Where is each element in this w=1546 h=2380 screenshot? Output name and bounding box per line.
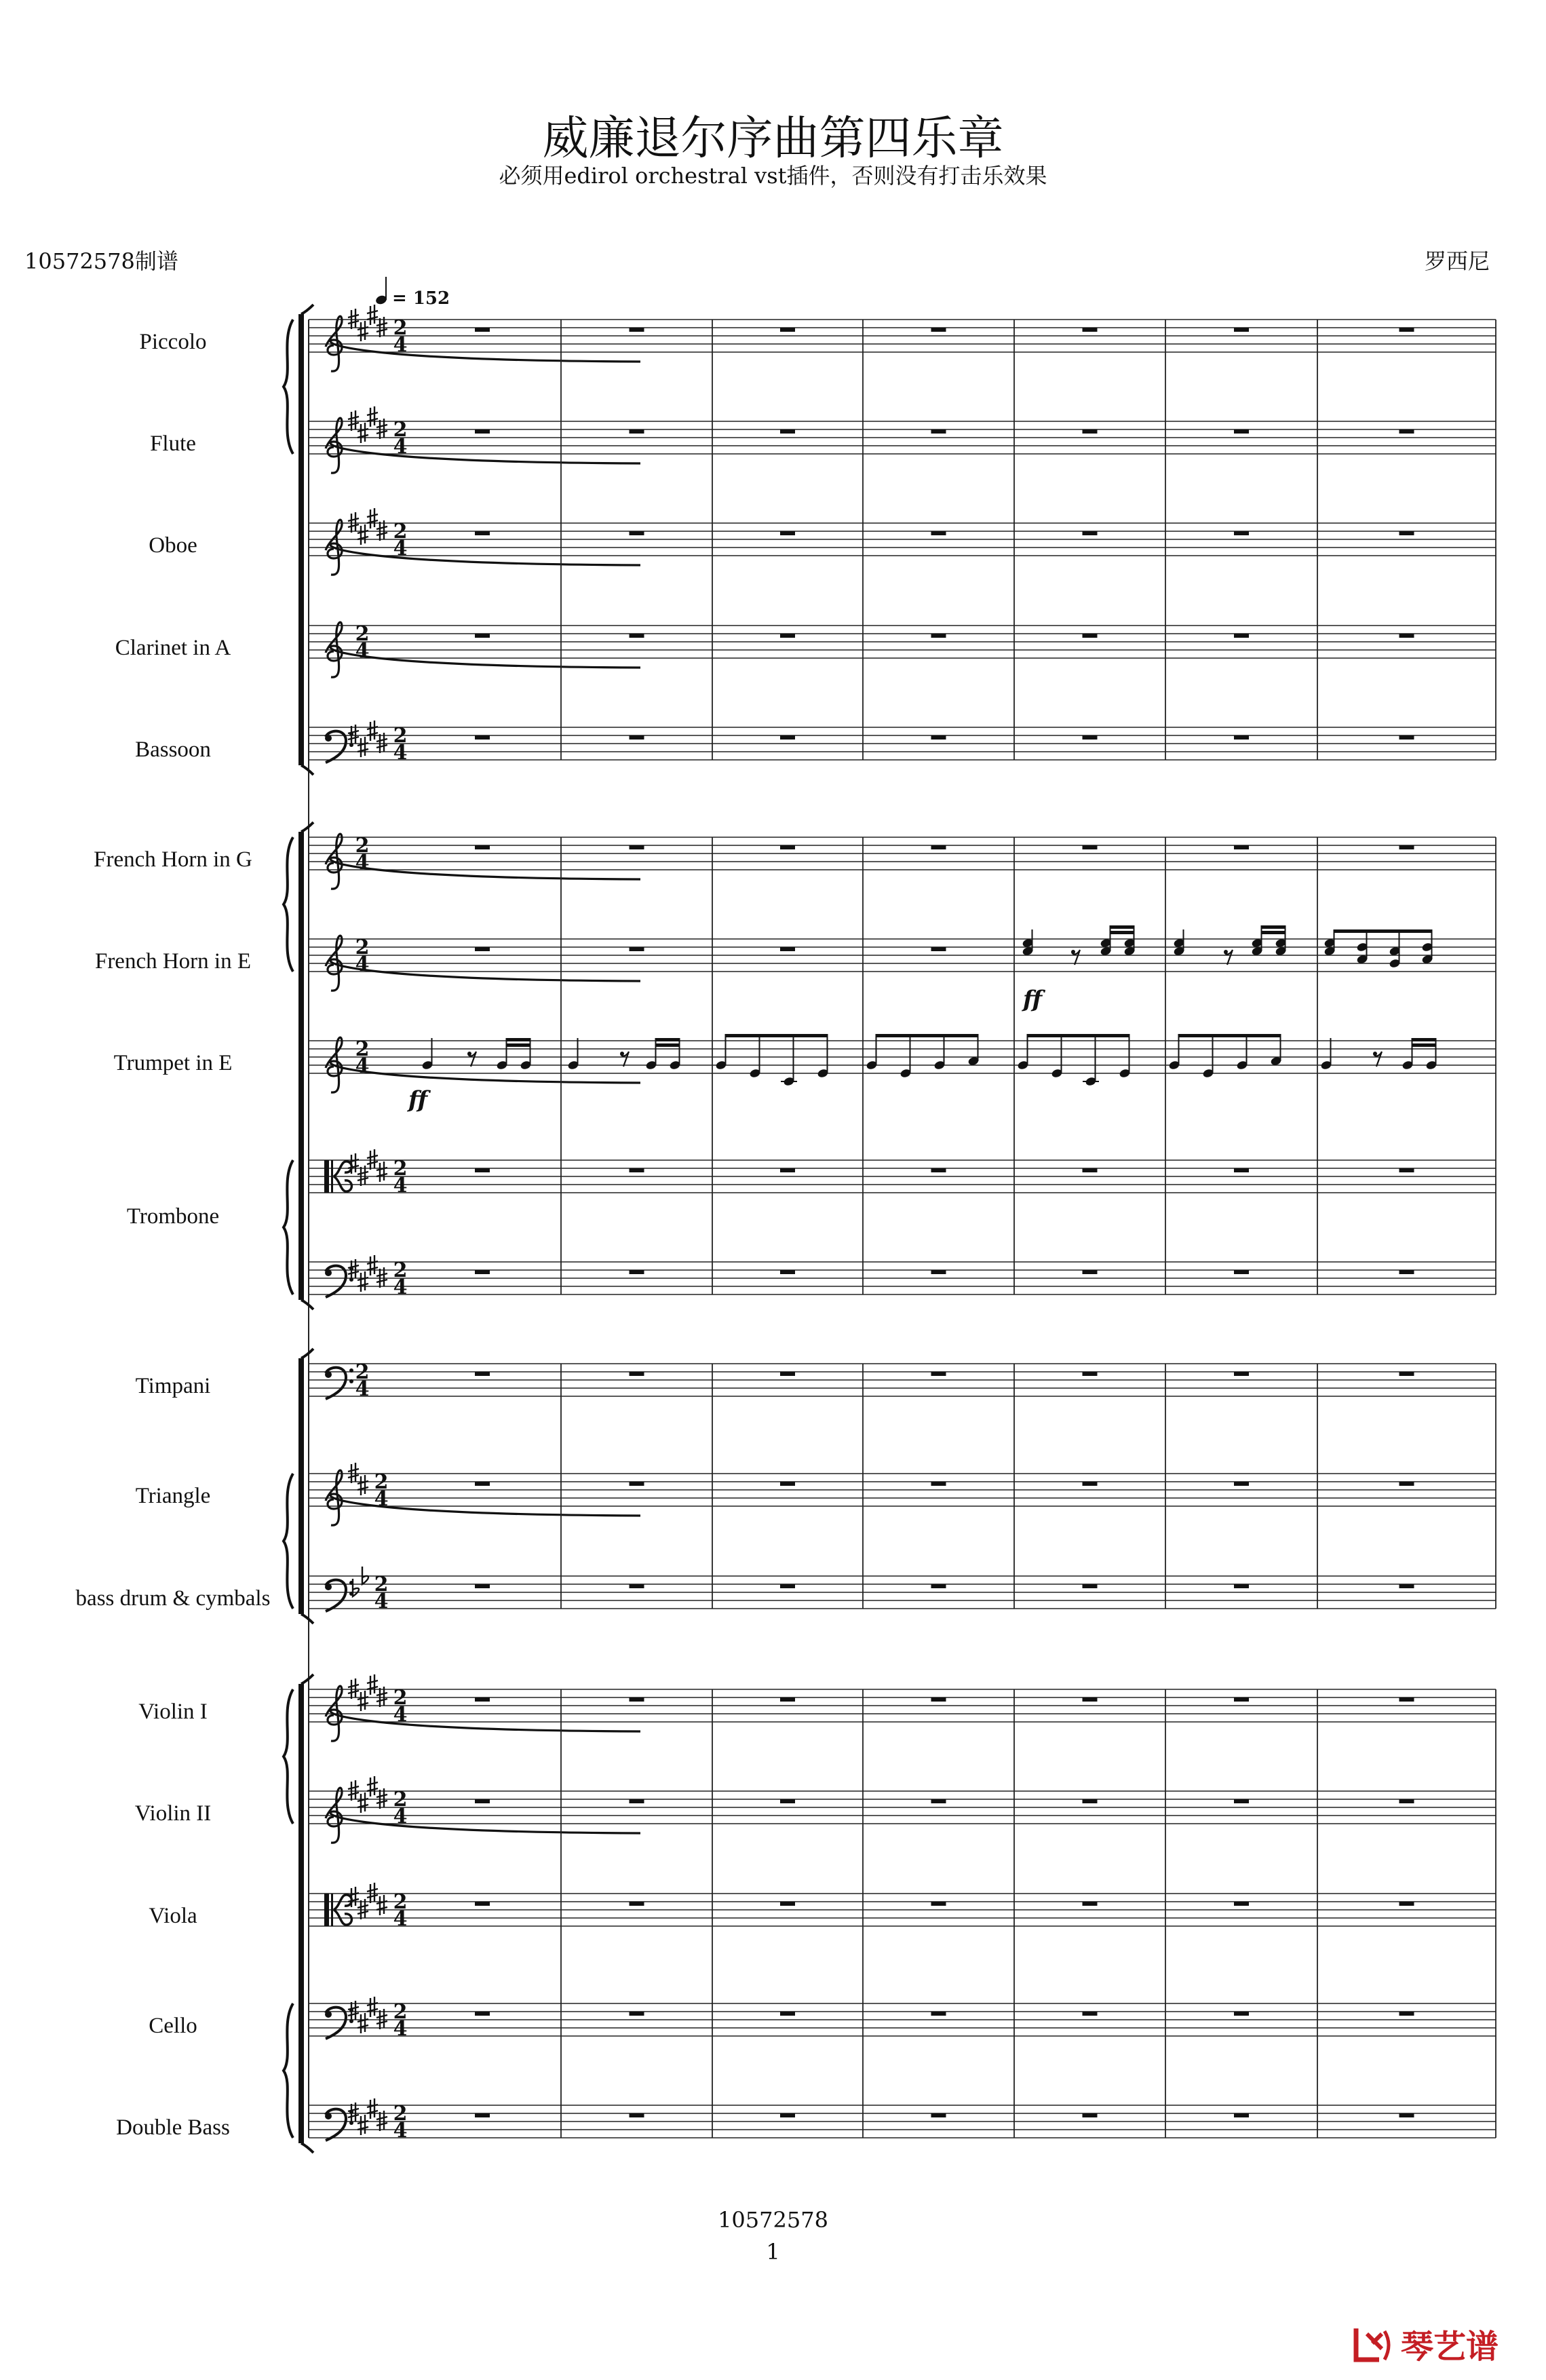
instrument-label-viola: Viola	[149, 1904, 197, 1928]
whole-rest-icon	[630, 2113, 644, 2117]
whole-rest-icon	[1399, 735, 1414, 740]
time-signature-numerator: 2	[393, 2000, 408, 2024]
bracket-hook-bottom	[301, 765, 313, 775]
whole-rest-icon	[780, 947, 795, 951]
time-signature-denominator: 4	[374, 1590, 389, 1613]
whole-rest-icon	[1399, 1799, 1414, 1803]
time-signature-denominator: 4	[355, 851, 370, 875]
rests-piccolo	[475, 328, 1414, 332]
sharp-icon	[348, 1678, 359, 1699]
whole-rest-icon	[630, 1482, 644, 1486]
rests-cello	[475, 2012, 1414, 2016]
whole-rest-icon	[931, 429, 946, 434]
bracket-hook-top	[301, 305, 313, 314]
beam	[1262, 925, 1286, 929]
beam	[1028, 1034, 1129, 1037]
instrument-label-trombone: Trombone	[126, 1204, 220, 1229]
time-signature-denominator: 4	[393, 2119, 408, 2143]
whole-rest-icon	[630, 1372, 644, 1376]
rests-violin-2	[475, 1799, 1414, 1803]
whole-rest-icon	[1234, 1584, 1249, 1588]
time-signature-denominator: 4	[355, 1054, 370, 1078]
instrument-label-horn-e: French Horn in E	[94, 949, 252, 974]
whole-rest-icon	[1234, 531, 1249, 535]
instrument-label-violin-1: Violin I	[138, 1700, 208, 1724]
whole-rest-icon	[1083, 429, 1098, 434]
instrument-label-trumpet: Trumpet in E	[113, 1051, 233, 1075]
sharp-icon	[367, 1776, 378, 1797]
time-signature-numerator: 2	[393, 1259, 408, 1282]
whole-rest-icon	[630, 1168, 644, 1172]
sharp-icon	[376, 1162, 387, 1182]
sharp-icon	[367, 1149, 378, 1170]
whole-rest-icon	[931, 2012, 946, 2016]
rests-trombone-lower	[475, 1270, 1414, 1274]
sharp-icon	[376, 1895, 387, 1915]
whole-rest-icon	[475, 2012, 490, 2016]
whole-rest-icon	[931, 1168, 946, 1172]
dynamic-ff-trumpet: ff	[408, 1086, 428, 1113]
time-signature-numerator: 2	[393, 2102, 408, 2126]
whole-rest-icon	[475, 1270, 490, 1274]
whole-rest-icon	[780, 1168, 795, 1172]
tempo-mark	[374, 277, 450, 309]
arranger-credit: 10572578制谱	[24, 248, 178, 274]
whole-rest-icon	[475, 845, 490, 849]
time-signature-denominator: 4	[393, 1703, 408, 1727]
beam	[1110, 925, 1134, 929]
whole-rest-icon	[1399, 429, 1414, 434]
whole-rest-icon	[780, 1372, 795, 1376]
sharp-icon	[357, 1271, 368, 1292]
instrument-label-triangle: Triangle	[135, 1484, 211, 1508]
time-signature-numerator: 2	[393, 418, 408, 442]
whole-rest-icon	[1083, 1902, 1098, 1906]
instrument-label-bass-drum: bass drum & cymbals	[75, 1586, 271, 1611]
whole-rest-icon	[1399, 845, 1414, 849]
time-signature-numerator: 2	[393, 1788, 408, 1811]
bracket-hook-top	[301, 822, 313, 832]
whole-rest-icon	[475, 1482, 490, 1486]
whole-rest-icon	[475, 1902, 490, 1906]
sharp-icon	[367, 1997, 378, 2017]
whole-rest-icon	[1234, 1270, 1249, 1274]
watermark-text: 琴艺谱	[1400, 2328, 1499, 2366]
sharp-icon	[367, 508, 378, 529]
whole-rest-icon	[1234, 845, 1249, 849]
whole-rest-icon	[780, 735, 795, 740]
whole-rest-icon	[475, 1799, 490, 1803]
whole-rest-icon	[630, 1799, 644, 1803]
eighth-rest-dot-icon	[1071, 950, 1075, 954]
whole-rest-icon	[1083, 1372, 1098, 1376]
whole-rest-icon	[1399, 634, 1414, 638]
whole-rest-icon	[1399, 1584, 1414, 1588]
whole-rest-icon	[931, 735, 946, 740]
time-signature-denominator: 4	[393, 1805, 408, 1828]
instrument-label-double-bass: Double Bass	[116, 2115, 230, 2140]
whole-rest-icon	[931, 1799, 946, 1803]
whole-rest-icon	[1234, 2113, 1249, 2117]
sharp-icon	[367, 2098, 378, 2119]
whole-rest-icon	[1083, 634, 1098, 638]
whole-rest-icon	[1234, 1697, 1249, 1702]
composer-credit: 罗西尼	[1424, 248, 1490, 274]
whole-rest-icon	[1083, 2113, 1098, 2117]
time-signature-numerator: 2	[355, 1360, 370, 1384]
beam	[726, 1034, 828, 1037]
footer-id: 10572578	[718, 2207, 828, 2233]
instrument-label-oboe: Oboe	[149, 533, 197, 558]
whole-rest-icon	[1234, 2012, 1249, 2016]
rests-trombone-upper	[475, 1168, 1414, 1172]
whole-rest-icon	[1234, 735, 1249, 740]
whole-rest-icon	[630, 735, 644, 740]
whole-rest-icon	[931, 1270, 946, 1274]
page-number: 1	[766, 2239, 780, 2265]
whole-rest-icon	[1399, 1270, 1414, 1274]
whole-rest-icon	[630, 1270, 644, 1274]
time-signature-denominator: 4	[393, 435, 408, 459]
time-signature-denominator: 4	[393, 333, 408, 357]
whole-rest-icon	[475, 634, 490, 638]
alto-clef-bar-icon	[324, 1894, 329, 1926]
alto-clef-bar-icon	[331, 1160, 333, 1193]
whole-rest-icon	[931, 947, 946, 951]
whole-rest-icon	[780, 1799, 795, 1803]
whole-rest-icon	[1399, 1482, 1414, 1486]
sharp-icon	[357, 423, 368, 443]
time-signature-numerator: 2	[393, 520, 408, 543]
whole-rest-icon	[1083, 328, 1098, 332]
whole-rest-icon	[1083, 531, 1098, 535]
rests-flute	[475, 429, 1414, 434]
eighth-rest-dot-icon	[1224, 950, 1228, 954]
whole-rest-icon	[1083, 1270, 1098, 1274]
alto-clef-bar-icon	[324, 1160, 329, 1193]
rests-oboe	[475, 531, 1414, 535]
whole-rest-icon	[475, 1584, 490, 1588]
time-signature-numerator: 2	[355, 834, 370, 858]
rests-viola	[475, 1902, 1414, 1906]
instrument-label-violin-2: Violin II	[134, 1801, 212, 1826]
whole-rest-icon	[475, 429, 490, 434]
sharp-icon	[348, 512, 359, 533]
time-signature-numerator: 2	[355, 1037, 370, 1061]
watermark	[1352, 2320, 1499, 2367]
time-signature-numerator: 2	[393, 724, 408, 748]
whole-rest-icon	[931, 531, 946, 535]
instrument-label-cello: Cello	[149, 2014, 197, 2038]
eighth-rest-dot-icon	[1373, 1052, 1377, 1056]
whole-rest-icon	[931, 1482, 946, 1486]
bracket-hook-bottom	[301, 1614, 313, 1624]
whole-rest-icon	[780, 1584, 795, 1588]
beam	[1412, 1043, 1436, 1047]
tempo-value: = 152	[392, 288, 450, 309]
bass-clef-dot-icon	[325, 1269, 332, 1276]
rests-timpani	[475, 1372, 1414, 1376]
sharp-icon	[367, 1255, 378, 1275]
beam	[507, 1043, 530, 1047]
instrument-label-clarinet: Clarinet in A	[115, 636, 231, 660]
time-signature-denominator: 4	[393, 741, 408, 765]
beam	[1412, 1038, 1436, 1041]
whole-rest-icon	[630, 531, 644, 535]
whole-rest-icon	[780, 531, 795, 535]
whole-rest-icon	[475, 1168, 490, 1172]
sharp-icon	[348, 410, 359, 431]
whole-rest-icon	[630, 429, 644, 434]
dynamic-ff-horn: ff	[1023, 986, 1043, 1013]
sharp-icon	[367, 406, 378, 427]
whole-rest-icon	[780, 328, 795, 332]
whole-rest-icon	[1083, 1584, 1098, 1588]
rests-bass-drum	[475, 1584, 1414, 1588]
beam	[876, 1034, 978, 1037]
beam	[1262, 931, 1286, 934]
bass-clef-dot-icon	[325, 2011, 332, 2018]
whole-rest-icon	[1234, 1799, 1249, 1803]
bass-clef-dot-icon	[349, 1379, 353, 1383]
page-subtitle: 必须用edirol orchestral vst插件，否则没有打击乐效果	[499, 163, 1047, 189]
whole-rest-icon	[1083, 1482, 1098, 1486]
flat-icon	[362, 1567, 368, 1584]
time-signature-denominator: 4	[355, 953, 370, 976]
instrument-label-piccolo: Piccolo	[139, 330, 207, 354]
whole-rest-icon	[1399, 1168, 1414, 1172]
rests-violin-1	[475, 1697, 1414, 1702]
sharp-icon	[357, 321, 368, 341]
whole-rest-icon	[1399, 1697, 1414, 1702]
time-signature-denominator: 4	[393, 1174, 408, 1197]
bracket-hook-top	[301, 1349, 313, 1358]
whole-rest-icon	[780, 1270, 795, 1274]
whole-rest-icon	[630, 1584, 644, 1588]
sharp-icon	[367, 1674, 378, 1695]
whole-rest-icon	[1083, 1168, 1098, 1172]
time-signature-numerator: 2	[355, 622, 370, 646]
whole-rest-icon	[475, 735, 490, 740]
time-signature-numerator: 2	[393, 1890, 408, 1914]
instrument-label-timpani: Timpani	[135, 1374, 211, 1398]
whole-rest-icon	[475, 1697, 490, 1702]
sharp-icon	[367, 721, 378, 741]
whole-rest-icon	[780, 429, 795, 434]
sharp-icon	[357, 2013, 368, 2033]
whole-rest-icon	[1234, 328, 1249, 332]
whole-rest-icon	[931, 328, 946, 332]
bracket-hook-bottom	[301, 1300, 313, 1309]
bass-clef-dot-icon	[325, 735, 332, 742]
whole-rest-icon	[1399, 1372, 1414, 1376]
bass-clef-dot-icon	[325, 1371, 332, 1378]
whole-rest-icon	[475, 1372, 490, 1376]
sharp-icon	[357, 737, 368, 757]
whole-rest-icon	[1234, 634, 1249, 638]
time-signature-numerator: 2	[393, 1686, 408, 1710]
whole-rest-icon	[931, 1697, 946, 1702]
qinyipu-logo-icon	[1352, 2324, 1394, 2364]
time-signature-numerator: 2	[355, 936, 370, 959]
eighth-rest-dot-icon	[620, 1052, 624, 1056]
whole-rest-icon	[1399, 328, 1414, 332]
rests-bassoon	[475, 735, 1414, 740]
rests-double-bass	[475, 2113, 1414, 2117]
time-signature-numerator: 2	[374, 1573, 389, 1596]
eighth-rest-dot-icon	[467, 1052, 471, 1056]
flat-icon	[353, 1579, 359, 1596]
whole-rest-icon	[1234, 1168, 1249, 1172]
whole-rest-icon	[780, 2113, 795, 2117]
sharp-icon	[357, 1475, 368, 1495]
rests-clarinet	[475, 634, 1414, 638]
alto-clef-bar-icon	[331, 1894, 333, 1926]
time-signature-denominator: 4	[374, 1487, 389, 1511]
sharp-icon	[348, 309, 359, 329]
whole-rest-icon	[630, 2012, 644, 2016]
sharp-icon	[348, 1463, 359, 1483]
whole-rest-icon	[630, 1697, 644, 1702]
beam	[656, 1038, 680, 1041]
whole-rest-icon	[475, 328, 490, 332]
page-title: 威廉退尔序曲第四乐章	[542, 112, 1004, 166]
bracket-hook-top	[301, 1674, 313, 1684]
whole-rest-icon	[1234, 1372, 1249, 1376]
whole-rest-icon	[630, 845, 644, 849]
whole-rest-icon	[1234, 429, 1249, 434]
whole-rest-icon	[1083, 1697, 1098, 1702]
time-signature-denominator: 4	[393, 1275, 408, 1299]
whole-rest-icon	[630, 634, 644, 638]
whole-rest-icon	[931, 634, 946, 638]
rests-horn-e	[475, 947, 946, 951]
sharp-icon	[357, 2115, 368, 2135]
whole-rest-icon	[931, 1372, 946, 1376]
bass-clef-dot-icon	[325, 1584, 332, 1590]
whole-rest-icon	[780, 1482, 795, 1486]
time-signature-denominator: 4	[393, 1907, 408, 1931]
whole-rest-icon	[780, 845, 795, 849]
beam	[1179, 1034, 1281, 1037]
instrument-label-bassoon: Bassoon	[135, 737, 211, 762]
time-signature-denominator: 4	[355, 639, 370, 663]
beam	[1110, 931, 1134, 934]
sharp-icon	[357, 1792, 368, 1813]
whole-rest-icon	[1083, 1799, 1098, 1803]
sharp-icon	[348, 1780, 359, 1801]
whole-rest-icon	[780, 2012, 795, 2016]
whole-rest-icon	[780, 1697, 795, 1702]
sharp-icon	[357, 1691, 368, 1711]
time-signature-denominator: 4	[393, 2017, 408, 2041]
time-signature-numerator: 2	[374, 1470, 389, 1494]
whole-rest-icon	[630, 947, 644, 951]
time-signature-denominator: 4	[355, 1377, 370, 1401]
whole-rest-icon	[630, 328, 644, 332]
rests-horn-g	[475, 845, 1414, 849]
time-signature-numerator: 2	[393, 1157, 408, 1181]
time-signature-denominator: 4	[393, 537, 408, 560]
whole-rest-icon	[931, 1902, 946, 1906]
whole-rest-icon	[1083, 845, 1098, 849]
whole-rest-icon	[1399, 1902, 1414, 1906]
whole-rest-icon	[475, 2113, 490, 2117]
instrument-label-horn-g: French Horn in G	[94, 847, 252, 872]
whole-rest-icon	[475, 947, 490, 951]
sharp-icon	[367, 305, 378, 325]
instrument-label-flute: Flute	[150, 431, 196, 456]
whole-rest-icon	[780, 634, 795, 638]
bass-clef-dot-icon	[349, 1368, 353, 1373]
whole-rest-icon	[1083, 735, 1098, 740]
whole-rest-icon	[1399, 2012, 1414, 2016]
beam	[507, 1038, 530, 1041]
whole-rest-icon	[931, 845, 946, 849]
whole-rest-icon	[780, 1902, 795, 1906]
time-signature-numerator: 2	[393, 316, 408, 340]
whole-rest-icon	[1399, 2113, 1414, 2117]
whole-rest-icon	[1083, 2012, 1098, 2016]
beam	[1334, 929, 1432, 933]
whole-rest-icon	[1234, 1482, 1249, 1486]
whole-rest-icon	[1399, 531, 1414, 535]
bracket-hook-bottom	[301, 2143, 313, 2153]
sharp-icon	[357, 524, 368, 545]
whole-rest-icon	[931, 1584, 946, 1588]
rests-triangle	[475, 1482, 1414, 1486]
whole-rest-icon	[630, 1902, 644, 1906]
whole-rest-icon	[475, 531, 490, 535]
sharp-icon	[367, 1883, 378, 1903]
whole-rest-icon	[1234, 1902, 1249, 1906]
whole-rest-icon	[931, 2113, 946, 2117]
beam	[656, 1043, 680, 1047]
bass-clef-dot-icon	[325, 2113, 332, 2119]
